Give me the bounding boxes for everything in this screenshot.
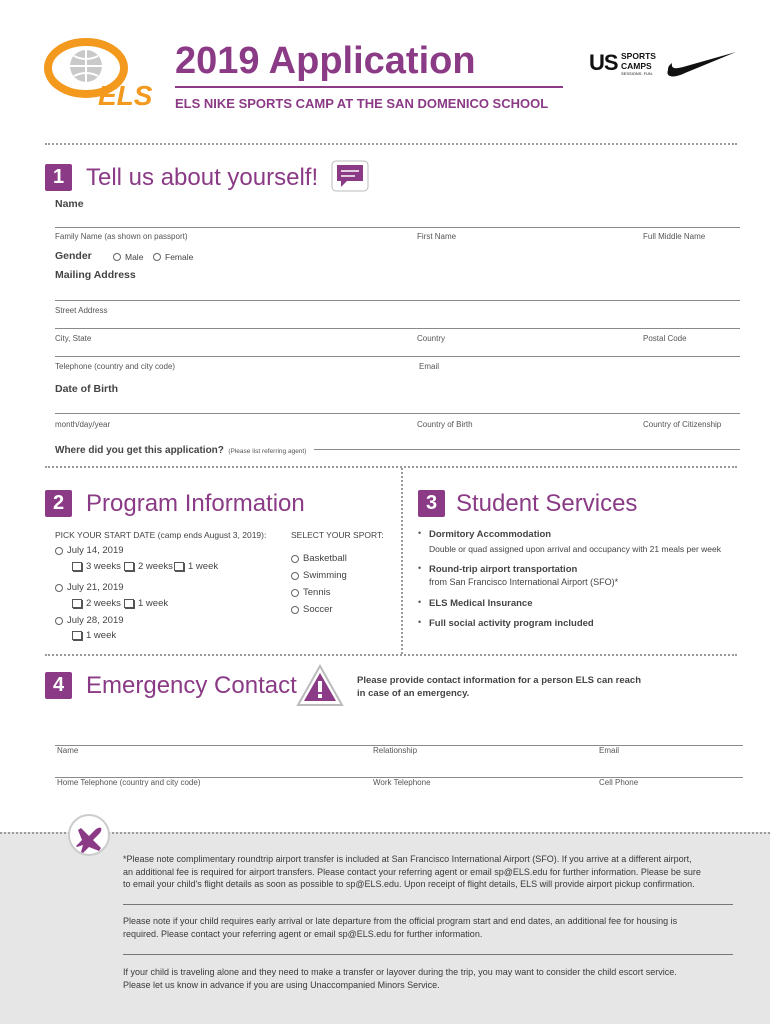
- emergency-email-label: Email: [599, 746, 620, 755]
- referral-field[interactable]: [314, 449, 740, 450]
- section-title: Student Services: [456, 490, 638, 517]
- escort-service-note: If your child is traveling alone and they need to make a transfer or layover during the trip, you may want to consider the child escort service. Please let us know in advance if you are using Unaccompanied Minors Service.: [123, 967, 677, 990]
- first-name-label: First Name: [417, 232, 457, 241]
- gender-male-radio[interactable]: Male: [113, 252, 143, 262]
- sport-radio-basketball[interactable]: Basketball: [291, 553, 347, 564]
- name-heading: Name: [55, 198, 84, 210]
- service-item: ELS Medical Insurance: [429, 598, 533, 609]
- emergency-name-label: Name: [57, 746, 79, 755]
- divider: [45, 143, 737, 145]
- checkbox-icon: [72, 631, 82, 640]
- nike-swoosh-icon: [665, 48, 737, 83]
- radio-icon: [291, 572, 299, 580]
- country-birth-label: Country of Birth: [417, 420, 473, 429]
- relationship-label: Relationship: [373, 746, 418, 755]
- middle-name-label: Full Middle Name: [643, 232, 706, 241]
- sport-radio-swimming[interactable]: Swimming: [291, 570, 347, 581]
- july-21-2-weeks-checkbox[interactable]: 2 weeks: [72, 598, 121, 609]
- bullet: •: [418, 617, 422, 627]
- title-underline: [175, 86, 563, 88]
- sport-label: SELECT YOUR SPORT:: [291, 530, 384, 540]
- service-item: Full social activity program included: [429, 618, 594, 629]
- dob-label: month/day/year: [55, 420, 111, 429]
- service-detail: from San Francisco International Airport (SFO)*: [429, 577, 619, 587]
- family-name-label: Family Name (as shown on passport): [55, 232, 188, 241]
- checkbox-icon: [72, 599, 82, 608]
- radio-icon: [153, 253, 161, 261]
- telephone-field[interactable]: [55, 356, 740, 357]
- checkbox-icon: [174, 562, 184, 571]
- country-citizen-label: Country of Citizenship: [643, 420, 722, 429]
- radio-icon: [291, 589, 299, 597]
- note-divider: [123, 954, 733, 955]
- housing-fee-note: Please note if your child requires early arrival or late departure from the official program start and end dates, an additional fee for housing is required. Please contact your referring agent or email sp@ELS.edu for further information.: [123, 916, 678, 939]
- sport-radio-tennis[interactable]: Tennis: [291, 587, 330, 598]
- street-label: Street Address: [55, 306, 108, 315]
- home-phone-label: Home Telephone (country and city code): [57, 778, 201, 787]
- dob-heading: Date of Birth: [55, 383, 118, 395]
- july-28-1-week-checkbox[interactable]: 1 week: [72, 630, 116, 641]
- section-number: 4: [45, 672, 72, 699]
- work-phone-label: Work Telephone: [373, 778, 431, 787]
- checkbox-icon: [124, 599, 134, 608]
- country-label: Country: [417, 334, 446, 343]
- els-logo: [42, 36, 162, 114]
- telephone-label: Telephone (country and city code): [55, 362, 176, 371]
- referral-question: Where did you get this application? (Please list referring agent): [55, 445, 307, 456]
- radio-icon: [291, 606, 299, 614]
- service-detail: Double or quad assigned upon arrival and occupancy with 21 meals per week: [429, 544, 722, 554]
- dob-field[interactable]: [55, 413, 740, 414]
- radio-icon: [291, 555, 299, 563]
- bullet: •: [418, 563, 422, 573]
- note-divider: [123, 904, 733, 905]
- page-title: 2019 Application: [175, 40, 476, 82]
- emergency-instruction: Please provide contact information for a person ELS can reach in case of an emergency.: [357, 675, 642, 699]
- section-number: 3: [418, 490, 445, 517]
- radio-icon: [55, 547, 63, 555]
- section-number: 1: [45, 164, 72, 191]
- airport-transfer-note: *Please note complimentary roundtrip airport transfer is included at San Francisco International Airport (SFO). If you arrive at a different airport, an additional fee is required for airport transfers. Please contact your referring agent or email sp@ELS.edu for further information. Please be sure to email your child's flight details as soon as possible to sp@ELS.edu. Upon receipt of flight details, ELS will provide airport pickup confirmation.: [123, 854, 701, 889]
- section-number: 2: [45, 490, 72, 517]
- radio-icon: [113, 253, 121, 261]
- service-item: Round-trip airport transportation: [429, 564, 578, 575]
- service-item: Dormitory Accommodation: [429, 529, 552, 540]
- email-label: Email: [419, 362, 440, 371]
- us-sports-camps-logo: US SPORTS CAMPS SESSIONS. FUN.: [589, 50, 656, 76]
- els-logo-text: ELS: [98, 80, 153, 111]
- warning-icon: [296, 664, 344, 713]
- city-label: City, State: [55, 334, 92, 343]
- airplane-icon: [64, 812, 114, 863]
- july-21-1-week-checkbox[interactable]: 1 week: [124, 598, 168, 609]
- postal-label: Postal Code: [643, 334, 687, 343]
- july-14-2-weeks-checkbox[interactable]: 2 weeks: [124, 561, 173, 572]
- city-field[interactable]: [55, 328, 740, 329]
- start-date-label: PICK YOUR START DATE (camp ends August 3, 2019):: [55, 530, 267, 540]
- radio-icon: [55, 584, 63, 592]
- gender-female-radio[interactable]: Female: [153, 252, 193, 262]
- mailing-heading: Mailing Address: [55, 269, 136, 281]
- radio-icon: [55, 617, 63, 625]
- section-title: Tell us about yourself!: [86, 164, 319, 191]
- name-field[interactable]: [55, 227, 740, 228]
- section-title: Emergency Contact: [86, 672, 297, 699]
- divider: [45, 466, 737, 468]
- page-subtitle: ELS NIKE SPORTS CAMP AT THE SAN DOMENICO SCHOOL: [175, 96, 549, 111]
- bullet: •: [418, 528, 422, 538]
- date-radio-july-28[interactable]: July 28, 2019: [55, 615, 124, 626]
- date-radio-july-21[interactable]: July 21, 2019: [55, 582, 124, 593]
- divider: [45, 654, 737, 656]
- section-title: Program Information: [86, 490, 305, 517]
- july-14-3-weeks-checkbox[interactable]: 3 weeks: [72, 561, 121, 572]
- checkbox-icon: [124, 562, 134, 571]
- vertical-divider: [401, 468, 403, 654]
- speech-bubble-icon: [331, 160, 369, 197]
- checkbox-icon: [72, 562, 82, 571]
- date-radio-july-14[interactable]: July 14, 2019: [55, 545, 124, 556]
- street-field[interactable]: [55, 300, 740, 301]
- cell-phone-label: Cell Phone: [599, 778, 639, 787]
- july-14-1-week-checkbox[interactable]: 1 week: [174, 561, 218, 572]
- sport-radio-soccer[interactable]: Soccer: [291, 604, 333, 615]
- bullet: •: [418, 597, 422, 607]
- gender-label: Gender: [55, 250, 92, 262]
